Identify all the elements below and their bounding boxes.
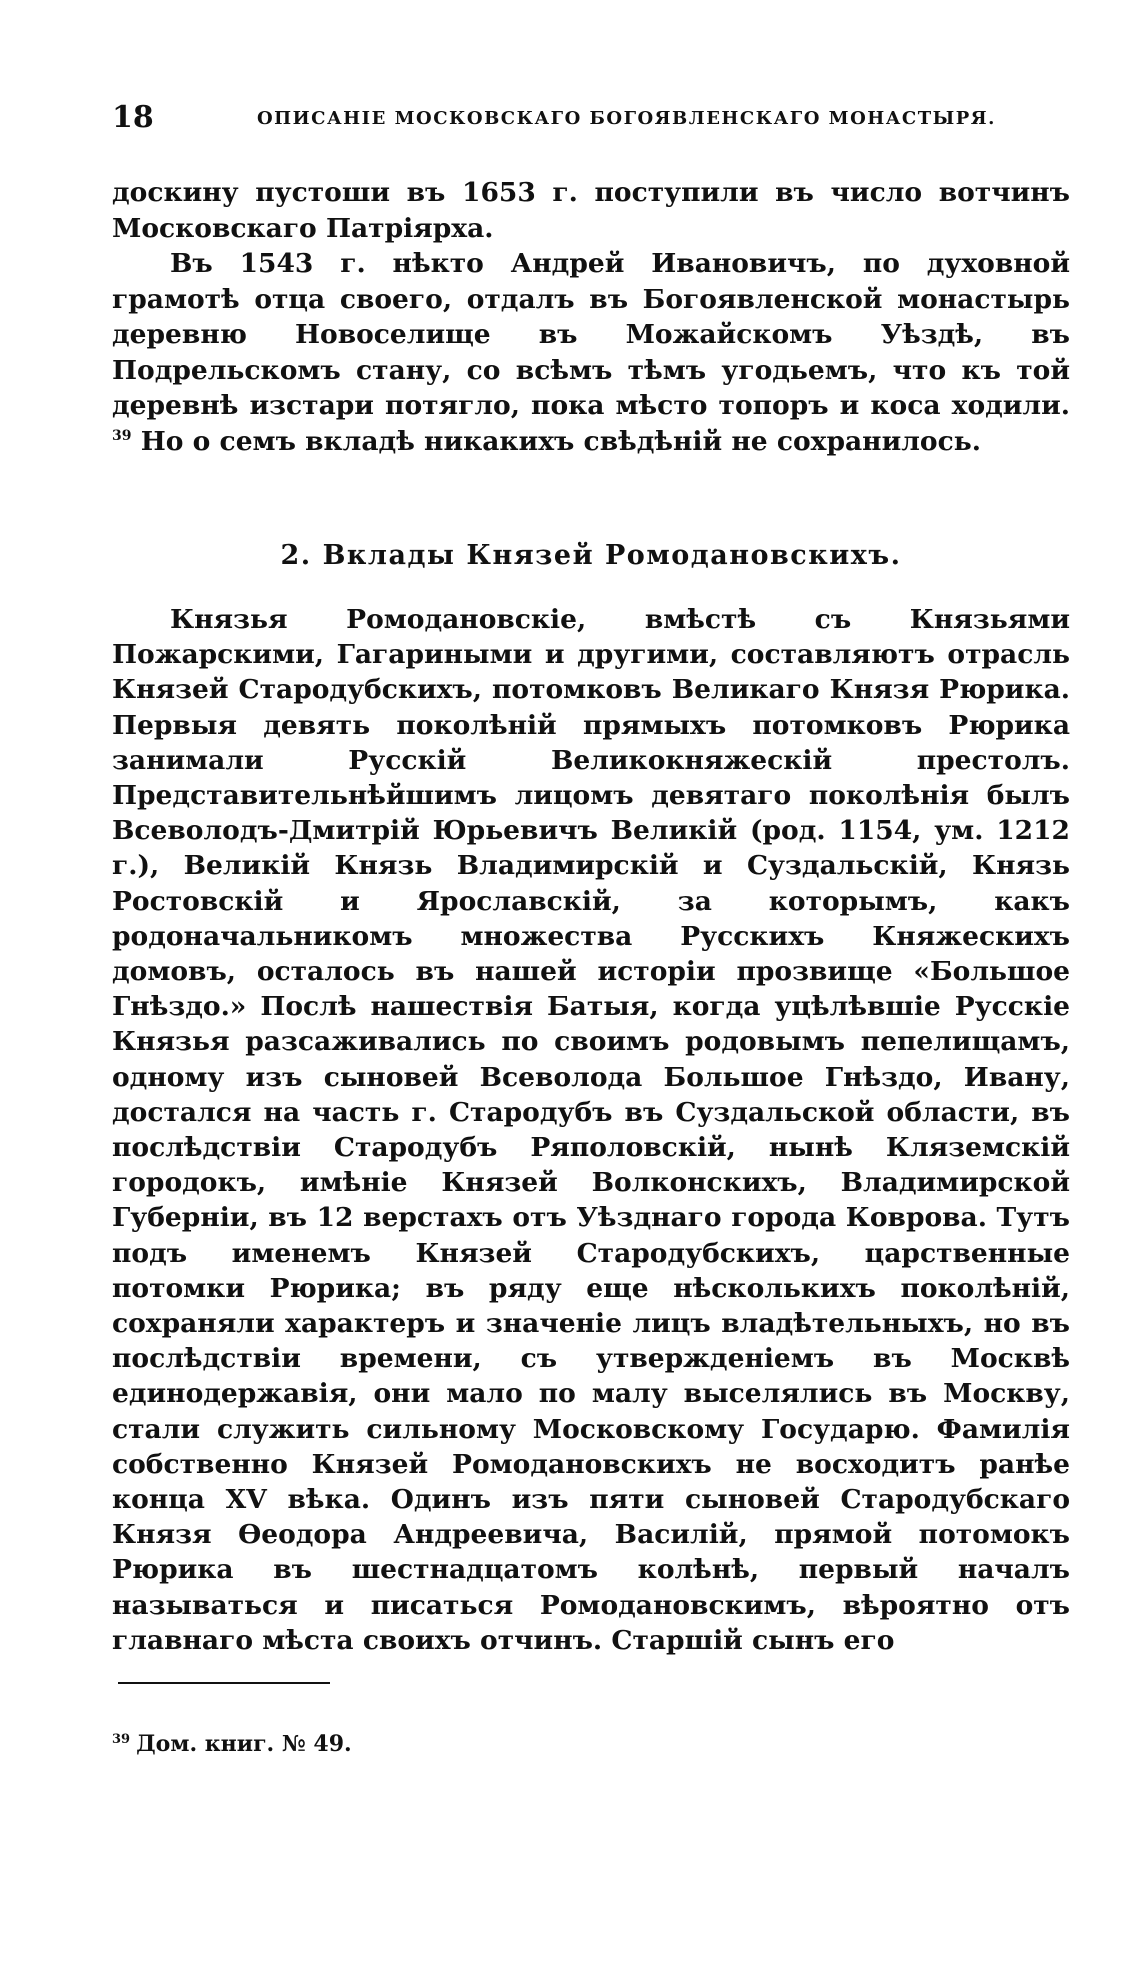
running-title: ОПИСАНІЕ МОСКОВСКАГО БОГОЯВЛЕНСКАГО МОНАСТЫРЯ. — [257, 108, 996, 129]
footnote-text: Дом. книг. № 49. — [136, 1731, 352, 1757]
section-text-block — [112, 602, 1070, 1658]
footnote-reference: 39 — [112, 427, 132, 444]
section-heading: 2. Вклады Князей Ромодановскихъ. — [280, 540, 902, 571]
paragraph-text-continued: Но о семъ вкладѣ никакихъ свѣдѣній не сохранилось. — [140, 425, 981, 457]
page-number: 18 — [112, 100, 154, 135]
footnote-divider — [118, 1682, 330, 1684]
paragraph-romodanovsky: Князья Ромодановскіе, вмѣстѣ съ Князьями Пожарскими, Гагариными и другими, составляютъ отрасль Князей Стародубскихъ, потомковъ Великаго Князя Рюрика. Первыя девять поколѣній прямыхъ потомковъ Рюрика занимали Русскій Великокняжескій престолъ. Представительнѣйшимъ лицомъ девятаго поколѣнія былъ Всеволодъ-Дмитрій Юрьевичъ Великій (род. 1154, ум. 1212 г.), Великій Князь Владимирскій и Суздальскій, Князь Ростовскій и Ярославскій, за которымъ, какъ родоначальникомъ множества Русскихъ Княжескихъ домовъ, осталось въ нашей исторіи прозвище «Большое Гнѣздо.» Послѣ нашествія Батыя, когда уцѣлѣвшіе Русскіе Князья разсаживались по своимъ родовымъ пепелищамъ, одному изъ сыновей Всеволода Большое Гнѣздо, Ивану, достался на часть г. Стародубъ въ Суздальской области, въ послѣдствіи Стародубъ Ряполовскій, нынѣ Кляземскій городокъ, имѣніе Князей Волконскихъ, Владимирской Губерніи, въ 12 верстахъ отъ Уѣзднаго города Коврова. Тутъ подъ именемъ Князей Стародубскихъ, царственные потомки Рюрика; въ ряду еще нѣсколькихъ поколѣній, сохраняли характеръ и значеніе лицъ владѣтельныхъ, но въ послѣдствіи времени, съ утвержденіемъ въ Москвѣ единодержавія, они мало по малу выселялись въ Москву, стали служить сильному Московскому Государю. Фамилія собственно Князей Ромодановскихъ не восходитъ ранѣе конца XV вѣка. Одинъ изъ пяти сыновей Стародубскаго Князя Ѳеодора Андреевича, Василій, прямой потомокъ Рюрика въ шестнадцатомъ колѣнѣ, первый началъ называться и писаться Ромодановскимъ, вѣроятно отъ главнаго мѣста своихъ отчинъ. Старшій сынъ его — [112, 604, 1070, 1656]
paragraph-text: Въ 1543 г. нѣкто Андрей Ивановичъ, по духовной грамотѣ отца своего, отдалъ въ Богоявленской монастырь деревню Новоселище въ Можайскомъ Уѣздѣ, въ Подрельскомъ стану, со всѣмъ тѣмъ угодьемъ, что къ той деревнѣ изстари потягло, пока мѣсто топоръ и коса ходили. — [112, 248, 1070, 421]
intro-text-block — [112, 175, 1070, 459]
page-header — [112, 98, 996, 138]
footnote — [112, 1726, 352, 1762]
paragraph-continuation: доскину пустоши въ 1653 г. поступили въ число вотчинъ Московскаго Патріярха. — [112, 177, 1070, 244]
paragraph-novoselische — [112, 246, 1070, 459]
footnote-number: 39 — [112, 1731, 131, 1747]
